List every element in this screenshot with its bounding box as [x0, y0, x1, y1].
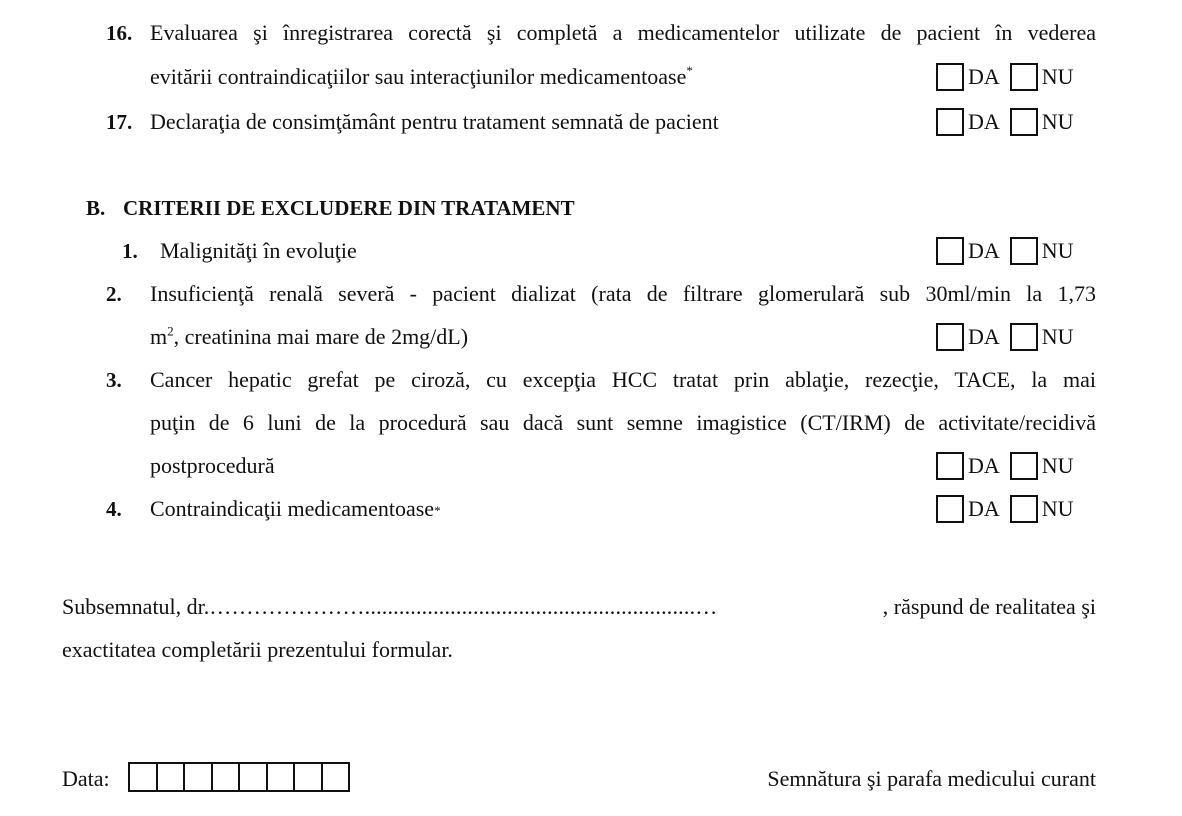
da-label: DA	[968, 324, 1000, 349]
item-16-da-checkbox[interactable]	[936, 63, 964, 91]
item-16-number: 16.	[106, 21, 133, 45]
asterisk-mark: *	[434, 502, 441, 518]
section-b-letter: B.	[86, 196, 106, 220]
date-cell[interactable]	[293, 762, 323, 792]
declaration-line2: exactitatea completării prezentului formular.	[62, 637, 453, 662]
date-input-boxes[interactable]	[128, 762, 348, 792]
date-cell[interactable]	[128, 762, 158, 792]
item-16-text-line2: evitării contraindicaţiilor sau interacţiunilor medicamentoase*	[150, 63, 693, 89]
b-item-2-number: 2.	[106, 282, 122, 306]
nu-label: NU	[1041, 109, 1074, 134]
date-cell[interactable]	[211, 762, 241, 792]
b-item-4-text: Contraindicaţii medicamentoase*	[150, 496, 441, 521]
b-item-1-da-checkbox[interactable]	[936, 237, 964, 265]
da-label: DA	[968, 453, 1000, 478]
date-cell[interactable]	[183, 762, 213, 792]
item-17-nu-checkbox[interactable]	[1010, 108, 1038, 136]
b-item-4-da-checkbox[interactable]	[936, 495, 964, 523]
physician-name-field[interactable]: …………………..........................................................…	[209, 594, 718, 619]
da-label: DA	[968, 238, 1000, 263]
b-item-2-answer	[936, 321, 1074, 353]
item-17-da-checkbox[interactable]	[936, 108, 964, 136]
b-item-3-number: 3.	[106, 368, 122, 392]
item-16-nu-checkbox[interactable]	[1010, 63, 1038, 91]
b-item-3-text-line3: postprocedură	[150, 453, 275, 478]
nu-label: NU	[1041, 238, 1074, 263]
declaration-end: , răspund de realitatea şi	[882, 594, 1096, 619]
date-label: Data:	[62, 766, 110, 791]
signature-label: Semnătura şi parafa medicului curant	[767, 766, 1096, 791]
b-item-4-number: 4.	[106, 497, 122, 521]
item-17-number: 17.	[106, 110, 133, 134]
b-item-2-da-checkbox[interactable]	[936, 323, 964, 351]
da-label: DA	[968, 496, 1000, 521]
b-item-1-text: Malignităţi în evoluţie	[160, 238, 357, 263]
b-item-1-nu-checkbox[interactable]	[1010, 237, 1038, 265]
da-label: DA	[968, 109, 1000, 134]
b-item-4-nu-checkbox[interactable]	[1010, 495, 1038, 523]
b-item-3-nu-checkbox[interactable]	[1010, 452, 1038, 480]
nu-label: NU	[1041, 496, 1074, 521]
item-16-text-line1: Evaluarea şi înregistrarea corectă şi completă a medicamentelor utilizate de pacient în vederea	[150, 20, 1096, 45]
b-item-2-nu-checkbox[interactable]	[1010, 323, 1038, 351]
b-item-3-text-line1: Cancer hepatic grefat pe ciroză, cu excepţia HCC tratat prin ablaţie, rezecţie, TACE, la mai	[150, 367, 1096, 392]
nu-label: NU	[1041, 64, 1074, 89]
item-17-answer	[936, 106, 1074, 138]
b-item-3-da-checkbox[interactable]	[936, 452, 964, 480]
section-b-title: CRITERII DE EXCLUDERE DIN TRATAMENT	[123, 196, 575, 220]
b-item-1-number: 1.	[122, 239, 138, 263]
date-cell[interactable]	[266, 762, 296, 792]
date-cell[interactable]	[321, 762, 351, 792]
asterisk-mark: *	[686, 63, 693, 78]
declaration-line1	[62, 594, 1096, 620]
date-cell[interactable]	[156, 762, 186, 792]
b-item-3-text-line2: puţin de 6 luni de la procedură sau dacă sunt semne imagistice (CT/IRM) de activitate/recidivă	[150, 410, 1096, 435]
da-label: DA	[968, 64, 1000, 89]
b-item-3-answer	[936, 450, 1074, 482]
b-item-2-text-line1: Insuficienţă renală severă - pacient dializat (rata de filtrare glomerulară sub 30ml/min la 1,73	[150, 281, 1096, 306]
b-item-2-text-line2: $m^2$, creatinina mai mare de 2mg/dL)	[150, 323, 469, 349]
b-item-1-answer	[936, 235, 1074, 267]
nu-label: NU	[1041, 324, 1074, 349]
item-17-text: Declaraţia de consimţământ pentru tratament semnată de pacient	[150, 109, 719, 134]
date-cell[interactable]	[238, 762, 268, 792]
b-item-4-answer	[936, 493, 1074, 525]
nu-label: NU	[1041, 453, 1074, 478]
item-16-answer	[936, 61, 1074, 93]
declaration-start: Subsemnatul, dr.	[62, 594, 210, 619]
